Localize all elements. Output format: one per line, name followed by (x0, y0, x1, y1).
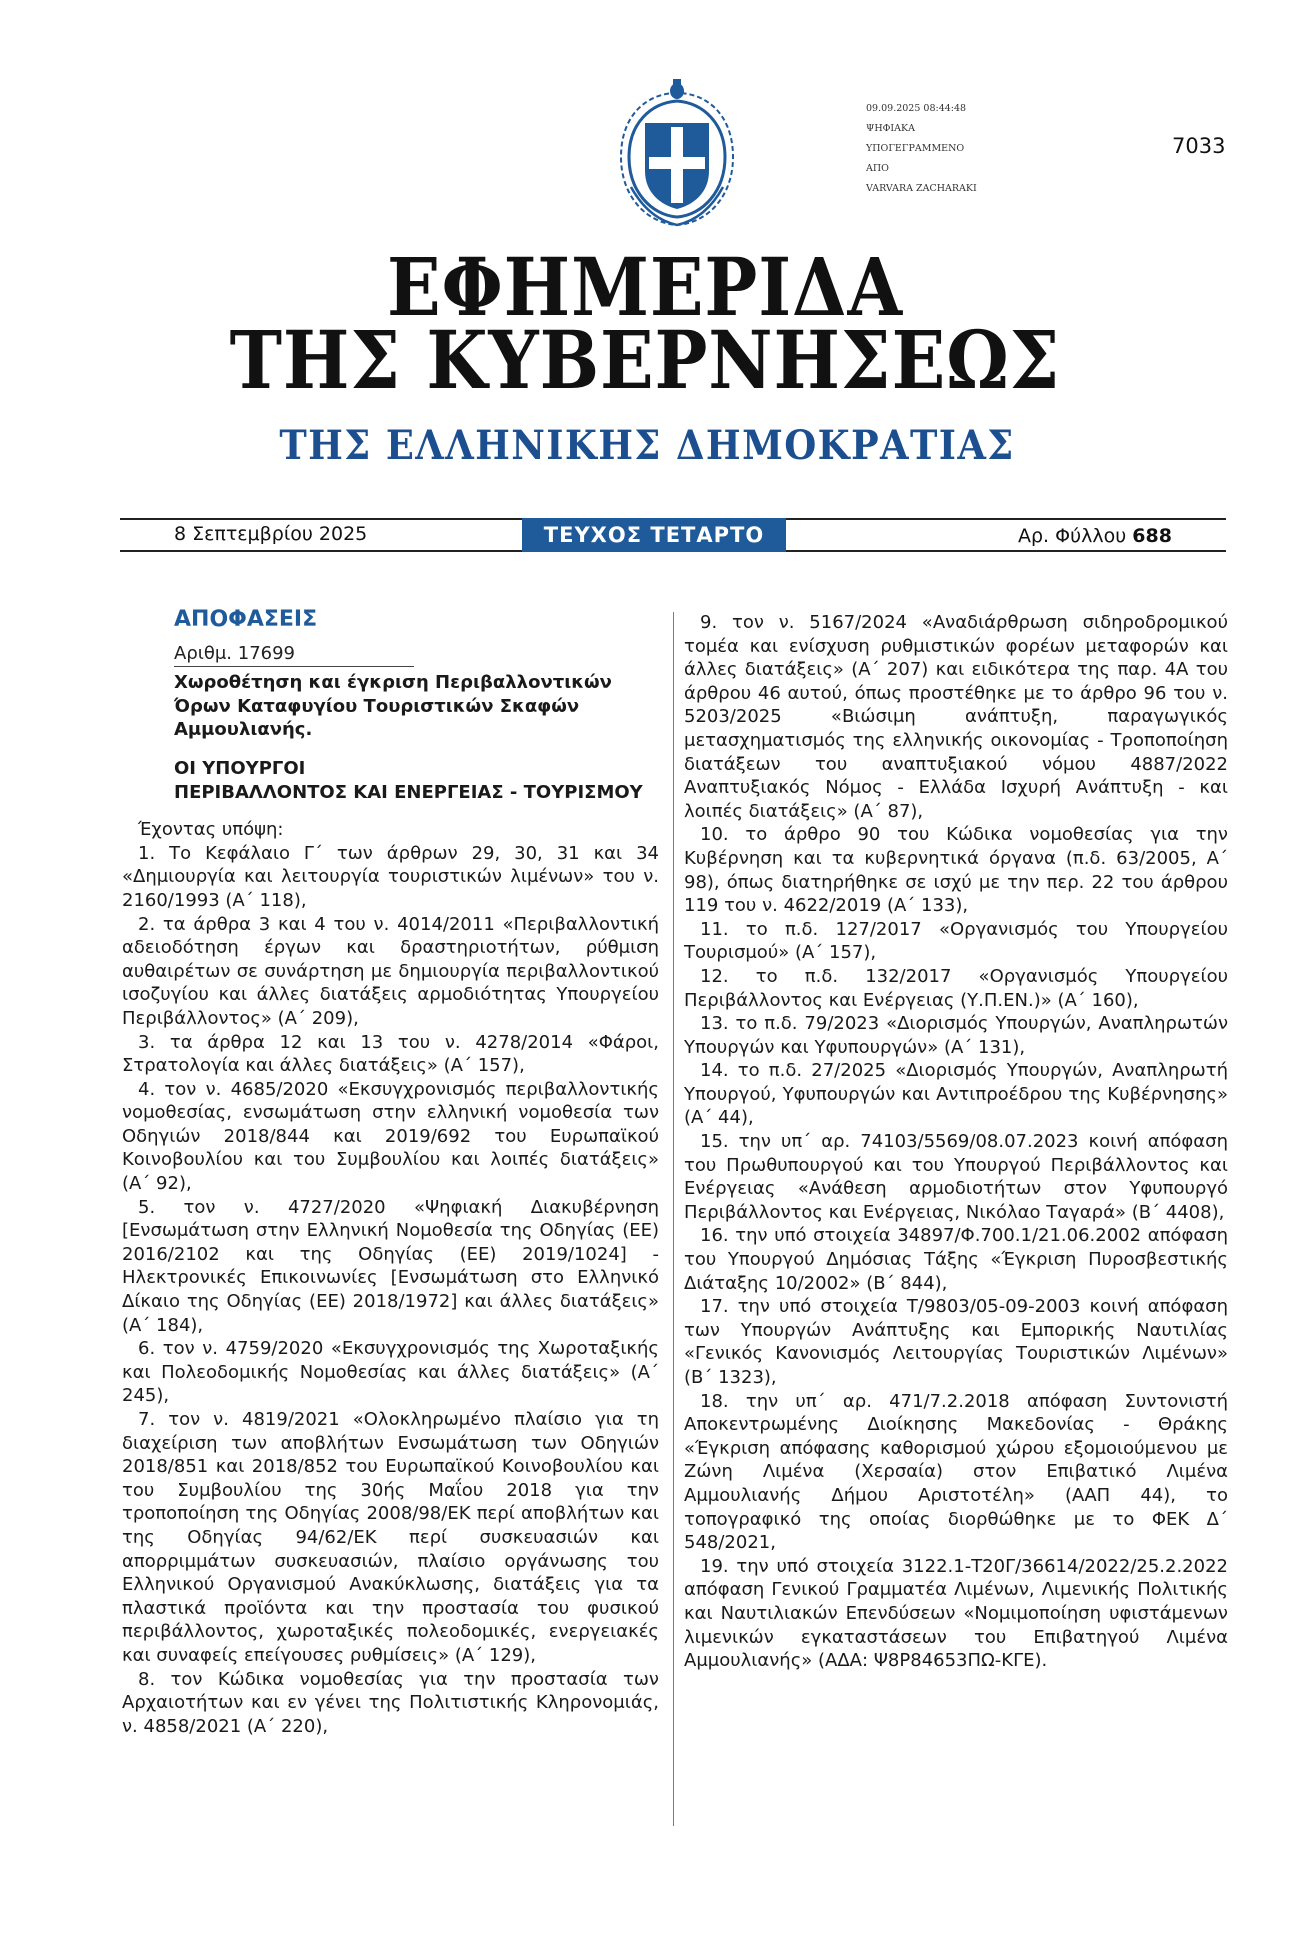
signature-line: ΥΠΟΓΕΓΡΑΜΜΕΝΟ (866, 143, 965, 154)
list-item: 2. τα άρθρα 3 και 4 του ν. 4014/2011 «Περιβαλλοντική αδειοδότηση έργων και δραστηριοτήτων, ρύθμιση αυθαιρέτων σε συνάρτηση με δημιουργία περιβαλλοντικού ισοζυγίου και άλλες διατάξεις αρμοδιότητας Υπουργείου Περιβάλλοντος» (Α΄ 209), (122, 913, 659, 1029)
sheet-number (1018, 525, 1172, 547)
list-item: 19. την υπό στοιχεία 3122.1-Τ20Γ/36614/2022/25.2.2022 απόφαση Γενικού Γραμματέα Λιμένων, Λιμενικής Πολιτικής και Ναυτιλιακών Επενδύσεων «Νομιμοποίηση υφιστάμενων λιμενικών εγκαταστάσεων του Επιβατηγού Λιμένα Αμμουλιανής» (ΑΔΑ: Ψ8Ρ84653ΠΩ-ΚΓΕ). (684, 1555, 1228, 1672)
intro-text: Έχοντας υπόψη: (138, 819, 284, 841)
list-item: 7. τον ν. 4819/2021 «Ολοκληρωμένο πλαίσιο για τη διαχείριση των αποβλήτων Ενσωμάτωση των Οδηγιών 2018/851 και 2018/852 του Ευρωπαϊκού Κοινοβουλίου και του Συμβουλίου της 30ής Μαΐου 2018 για την τροποποίηση της Οδηγίας 2008/98/ΕΚ περί αποβλήτων και της Οδηγίας 94/62/ΕΚ περί συσκευασιών και απορριμμάτων συσκευασιών, πλαίσιο οργάνωσης του Ελληνικού Οργανισμού Ανακύκλωσης, διατάξεις για τα πλαστικά προϊόντα και την προστασία του φυσικού περιβάλλοντος, χωροταξικές πολεοδομικές, ενεργειακές και συναφείς επείγουσες ρυθμίσεις» (Α΄ 129), (122, 1409, 659, 1666)
decision-number-underline (174, 666, 414, 667)
ministers-heading-line: ΠΕΡΙΒΑΛΛΟΝΤΟΣ ΚΑΙ ΕΝΕΡΓΕΙΑΣ - ΤΟΥΡΙΣΜΟΥ (174, 781, 643, 803)
list-item: 9. τον ν. 5167/2024 «Αναδιάρθρωση σιδηροδρομικού τομέα και ενίσχυση ρυθμιστικών φορέων μεταφορών και άλλες διατάξεις» (Α΄ 207) και ειδικότερα της παρ. 4Α του άρθρου 46 αυτού, όπως προστέθηκε με το άρθρο 96 του ν. 5203/2025 «Βιώσιμη ανάπτυξη, παραγωγικός μετασχηματισμός της ελληνικής οικονομίας - Τροποποίηση διατάξεων του αναπτυξιακού νόμου 4887/2022 Αναπτυξιακός Νόμος - Ελλάδα Ισχυρή Ανάπτυξη - και λοιπές διατάξεις» (Α΄ 87), (684, 612, 1228, 822)
issue-label: ΤΕΥΧΟΣ ΤΕΤΑΡΤΟ (522, 518, 786, 552)
list-item: 10. το άρθρο 90 του Κώδικα νομοθεσίας για την Κυβέρνηση και τα κυβερνητικά όργανα (π.δ. 63/2005, Α΄ 98), όπως διατηρήθηκε σε ισχύ με την περ. 22 του άρθρου 119 του ν. 4622/2019 (Α΄ 133), (684, 824, 1228, 917)
signature-line: ΨΗΦΙΑΚΑ (866, 123, 915, 134)
list-item: 3. τα άρθρα 12 και 13 του ν. 4278/2014 «Φάροι, Στρατολογία και άλλες διατάξεις» (Α΄ 157), (122, 1031, 659, 1077)
list-item: 13. το π.δ. 79/2023 «Διορισμός Υπουργών, Αναπληρωτών Υπουργών και Υφυπουργών» (Α΄ 131), (684, 1013, 1228, 1058)
list-item: 4. τον ν. 4685/2020 «Εκσυγχρονισμός περιβαλλοντικής νομοθεσίας, ενσωμάτωση στην ελληνική νομοθεσία των Οδηγιών 2018/844 και 2019/692 του Ευρωπαϊκού Κοινοβουλίου και του Συμβουλίου και λοιπές διατάξεις» (Α΄ 92), (122, 1078, 659, 1195)
signature-line: ΑΠΟ (866, 163, 889, 174)
left-column (122, 608, 659, 1738)
signature-datetime: 09.09.2025 08:44:48 (866, 103, 967, 114)
list-item: 5. τον ν. 4727/2020 «Ψηφιακή Διακυβέρνηση [Ενσωμάτωση στην Ελληνική Νομοθεσία της Οδηγίας (ΕΕ) 2016/2102 και της Οδηγίας (ΕΕ) 2019/1024] - Ηλεκτρονικές Επικοινωνίες [Ενσωμάτωση στο Ελληνικό Δίκαιο της Οδηγίας (ΕΕ) 2018/1972] και άλλες διατάξεις» (Α΄ 184), (122, 1196, 659, 1336)
sheet-number-value: 688 (1132, 525, 1172, 547)
list-item: 8. τον Κώδικα νομοθεσίας για την προστασία των Αρχαιοτήτων και εν γένει της Πολιτιστικής Κληρονομιάς, ν. 4858/2021 (Α΄ 220), (122, 1668, 659, 1737)
right-column (684, 611, 1228, 1673)
masthead-subtitle: ΤΗΣ ΚΥΒΕΡΝΗΣΕΩΣ (229, 313, 1061, 407)
list-item: 1. Το Κεφάλαιο Γ΄ των άρθρων 29, 30, 31 και 34 «Δημιουργία και λειτουργία τουριστικών λιμένων» του ν. 2160/1993 (Α΄ 118), (122, 842, 659, 911)
list-item: 17. την υπό στοιχεία Τ/9803/05-09-2003 κοινή απόφαση των Υπουργών Ανάπτυξης και Εμπορικής Ναυτιλίας «Γενικός Κανονισμός Λειτουργίας Τουριστικών Λιμένων» (Β΄ 1323), (684, 1296, 1228, 1388)
hellenic-republic-emblem-icon (607, 75, 747, 235)
list-item: 16. την υπό στοιχεία 34897/Φ.700.1/21.06.2002 απόφαση του Υπουργού Δημόσιας Τάξης «Έγκριση Πυροσβεστικής Διάταξης 10/2002» (Β΄ 844), (684, 1225, 1228, 1294)
signature-signer: VARVARA ZACHARAKI (866, 183, 977, 194)
decision-subject: Χωροθέτηση και έγκριση Περιβαλλοντικών Όρων Καταφυγίου Τουριστικών Σκαφών Αμμουλιανής. (174, 672, 612, 741)
list-item: 12. το π.δ. 132/2017 «Οργανισμός Υπουργείου Περιβάλλοντος και Ενέργειας (Υ.Π.ΕΝ.)» (Α΄ 160), (684, 965, 1228, 1011)
sheet-number-label: Αρ. Φύλλου (1018, 525, 1127, 547)
issue-date: 8 Σεπτεμβρίου 2025 (174, 523, 368, 545)
list-item: 18. την υπ΄ αρ. 471/7.2.2018 απόφαση Συντονιστή Αποκεντρωμένης Διοίκησης Μακεδονίας - Θράκης «Έγκριση απόφασης καθορισμού χώρου εξομοιούμενου με Ζώνη Λιμένα (Χερσαία) στον Επιβατικό Λιμένα Αμμουλιανής Δήμου Αριστοτέλη» (ΑΑΠ 44), το τοπογραφικό της οποίας διορθώθηκε με το ΦΕΚ Δ΄ 548/2021, (684, 1390, 1228, 1554)
page-number: 7033 (1172, 134, 1226, 158)
decision-number: Αριθμ. 17699 (174, 642, 295, 664)
digital-signature-stamp (866, 99, 1016, 199)
section-title: ΑΠΟΦΑΣΕΙΣ (174, 607, 318, 632)
masthead-title: ΕΦΗΜΕΡΙΔΑ (386, 240, 904, 334)
column-divider (673, 612, 674, 1826)
list-item: 15. την υπ΄ αρ. 74103/5569/08.07.2023 κοινή απόφαση του Πρωθυπουργού και του Υπουργού Περιβάλλοντος και Ενέργειας «Ανάθεση αρμοδιοτήτων στον Υφυπουργό Περιβάλλοντος και Ενέργειας, Νικόλαο Ταγαρά» (Β΄ 4408), (684, 1131, 1228, 1223)
list-item: 14. το π.δ. 27/2025 «Διορισμός Υπουργών, Αναπληρωτή Υπουργού, Υφυπουργών και Αντιπροέδρου της Κυβέρνησης» (Α΄ 44), (684, 1060, 1228, 1129)
list-item: 6. τον ν. 4759/2020 «Εκσυγχρονισμός της Χωροταξικής και Πολεοδομικής Νομοθεσίας και άλλες διατάξεις» (Α΄ 245), (122, 1338, 659, 1407)
ministers-heading-line: ΟΙ ΥΠΟΥΡΓΟΙ (174, 757, 306, 779)
list-item: 11. το π.δ. 127/2017 «Οργανισμός του Υπουργείου Τουρισμού» (Α΄ 157), (684, 918, 1228, 964)
masthead-republic: ΤΗΣ ΕΛΛΗΝΙΚΗΣ ΔΗΜΟΚΡΑΤΙΑΣ (279, 422, 1015, 469)
ministers-heading (174, 757, 659, 804)
